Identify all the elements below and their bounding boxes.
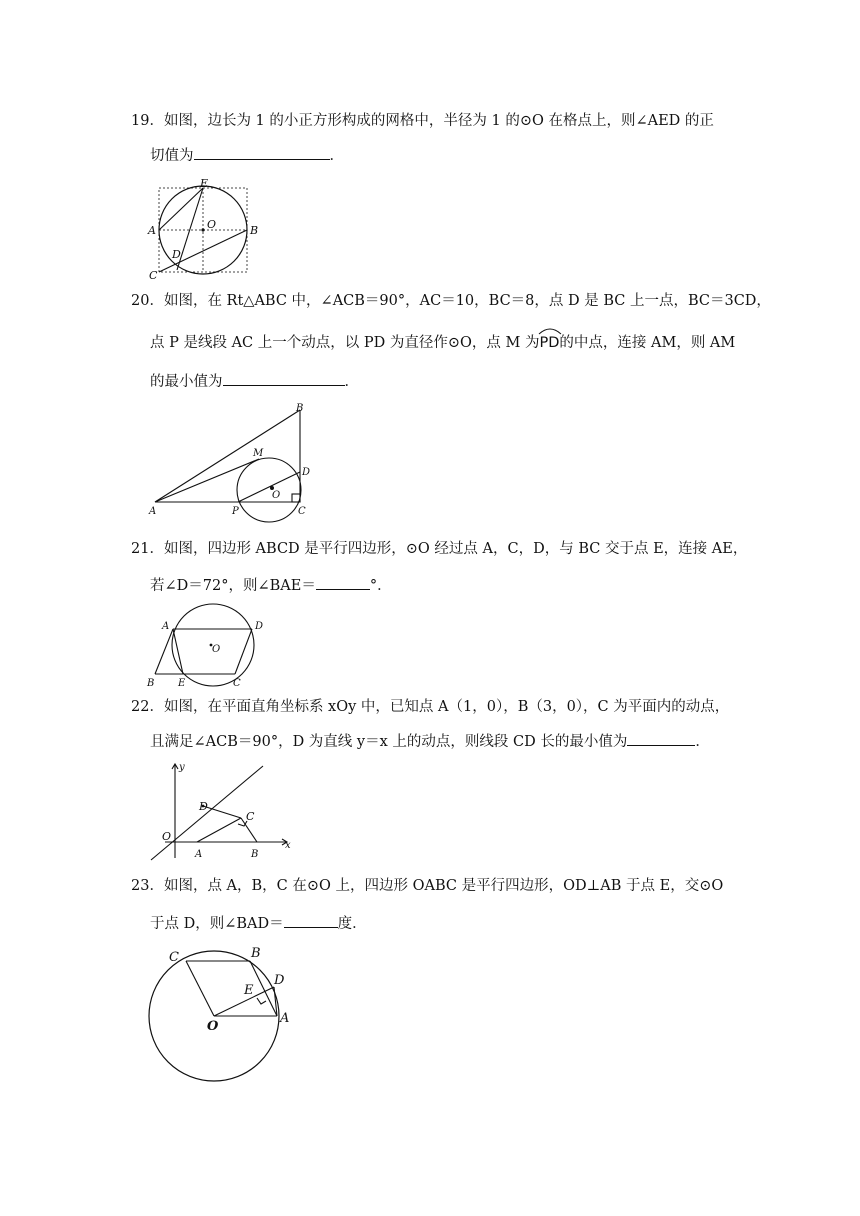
q23-label-O: O [207, 1019, 219, 1034]
q22-answer-blank[interactable] [627, 731, 695, 746]
q22-label-O: O [162, 830, 172, 843]
q23-answer-blank[interactable] [284, 913, 338, 928]
q22-line2-prefix: 且满足∠ACB＝90°，D 为直线 y＝x 上的动点，则线段 CD 长的最小值为 [150, 734, 628, 750]
q20-label-C: C [298, 506, 306, 517]
q23-label-E: E [244, 983, 254, 998]
q23-text-line1: 23．如图，点 A，B，C 在⊙O 上，四边形 OABC 是平行四边形，OD⊥AB 于点 E，交⊙O [131, 878, 724, 894]
q21-label-D: D [255, 621, 264, 632]
q21-line2-suffix: °． [369, 578, 392, 594]
q22-label-x: x [285, 840, 291, 851]
q20-label-M: M [253, 448, 264, 459]
q20-label-O: O [272, 490, 281, 501]
q21-label-E: E [178, 678, 186, 689]
q20-text-line3 [150, 371, 359, 392]
q20-line2-prefix: 点 P 是线段 AC 上一个动点，以 PD 为直径作⊙O，点 M 为 [150, 335, 540, 351]
q22-label-y: y [179, 762, 185, 773]
q20-figure [145, 400, 320, 522]
q22-label-C: C [246, 810, 255, 823]
q20-line3-suffix: ． [344, 374, 359, 390]
q20-line3-prefix: 的最小值为 [150, 374, 223, 390]
q21-label-B: B [147, 678, 155, 689]
q19-label-B: B [250, 224, 259, 237]
q20-line2-suffix: 的中点，连接 AM，则 AM [559, 335, 736, 351]
q23-line2-prefix: 于点 D，则∠BAD＝ [150, 916, 284, 932]
q19-figure [145, 175, 265, 280]
q19-answer-blank[interactable] [194, 145, 330, 160]
q19-label-A: A [148, 224, 156, 237]
q20-text-line2 [150, 333, 735, 353]
q20-answer-blank[interactable] [223, 371, 345, 386]
q19-label-D: D [172, 248, 181, 261]
q20-label-D: D [302, 467, 311, 478]
q22-line2-suffix: ． [695, 734, 710, 750]
q21-label-C: C [233, 678, 241, 689]
q22-label-A: A [195, 849, 203, 860]
q19-line2-suffix: ． [329, 148, 344, 164]
arc-mark-icon [538, 327, 562, 335]
q21-label-A: A [162, 621, 170, 632]
q23-label-C: C [169, 950, 179, 965]
q21-answer-blank[interactable] [316, 575, 370, 590]
q22-figure [145, 758, 300, 863]
q19-line2-prefix: 切值为 [150, 148, 194, 164]
q23-label-B: B [251, 946, 261, 961]
q21-figure [145, 600, 280, 692]
q20-label-B: B [296, 403, 304, 414]
q19-label-O: O [207, 218, 217, 231]
q23-figure [140, 938, 300, 1088]
q21-line2-prefix: 若∠D＝72°，则∠BAE＝ [150, 578, 316, 594]
q22-label-D: D [199, 800, 208, 813]
q20-label-P: P [232, 506, 239, 517]
q22-label-B: B [251, 849, 259, 860]
q20-text-line1: 20．如图，在 Rt△ABC 中，∠ACB＝90°，AC＝10，BC＝8，点 D 是 BC 上一点，BC＝3CD， [131, 293, 771, 309]
q22-text-line1: 22．如图，在平面直角坐标系 xOy 中，已知点 A（1，0），B（3，0），C 为平面内的动点， [131, 699, 730, 715]
q19-label-E: E [200, 177, 209, 190]
q23-label-D: D [274, 973, 285, 988]
q19-text-line1: 19．如图，边长为 1 的小正方形构成的网格中，半径为 1 的⊙O 在格点上，则∠AED 的正 [131, 113, 714, 129]
q20-arc-PD: PD [539, 333, 559, 353]
q19-label-C: C [149, 269, 158, 282]
q22-text-line2 [150, 731, 710, 752]
q21-label-O: O [212, 644, 221, 655]
q20-label-A: A [149, 506, 157, 517]
q23-label-A: A [280, 1011, 290, 1026]
q23-text-line2 [150, 913, 367, 934]
q21-text-line1: 21．如图，四边形 ABCD 是平行四边形，⊙O 经过点 A，C，D，与 BC 交于点 E，连接 AE， [131, 541, 748, 557]
q19-text-line2 [150, 145, 344, 166]
q23-line2-suffix: 度． [337, 916, 367, 932]
q21-text-line2 [150, 575, 392, 596]
